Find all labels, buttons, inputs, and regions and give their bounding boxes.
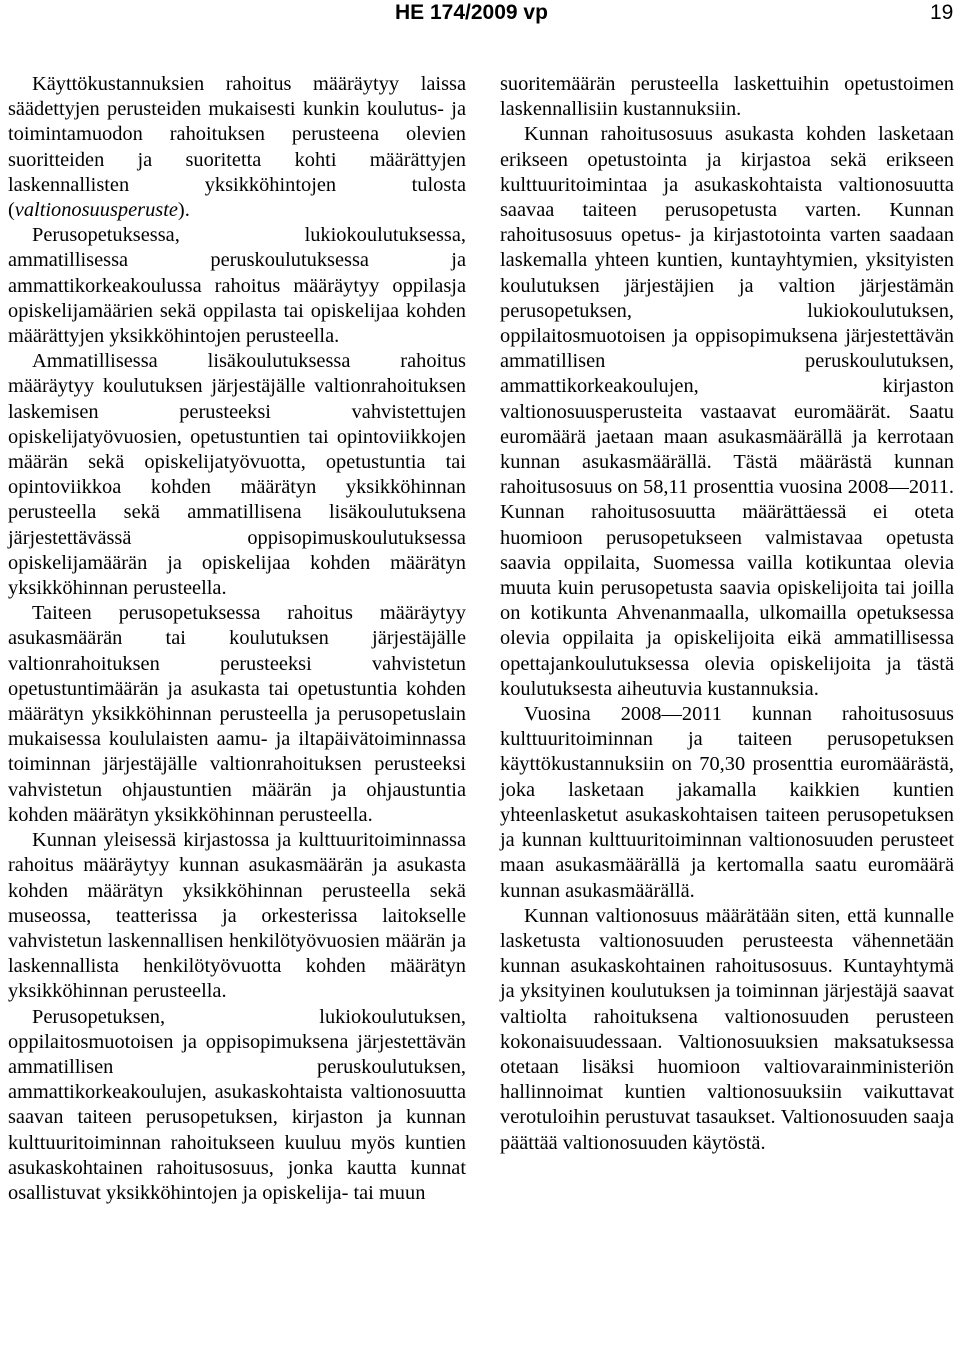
document-id: HE 174/2009 vp (395, 1, 548, 24)
paragraph: Vuosina 2008—2011 kunnan rahoitusosuus kulttuuritoiminnan ja taiteen perusopetuksen käyttökustannuksiin on 70,30 prosenttia euromäärästä, joka lasketaan jakamalla kaikkien kuntien yhteenlasketut asukaskohtaisen taiteen perusopetuksen ja kunnan kulttuuritoiminnan valtionosuuden perusteet maan asukasmäärällä ja kertomalla saatu euromäärä kunnan asukasmäärällä. (500, 703, 954, 902)
right-column (500, 72, 954, 1156)
page-header (0, 0, 960, 30)
paragraph: Kunnan rahoitusosuus asukasta kohden lasketaan erikseen opetustointa ja kirjastoa sekä erikseen kulttuuritoimintaa ja asukaskohtaista valtionosuutta saavaa taiteen perusopetusta varten. Kunnan rahoitusosuus opetus- ja kirjastotointa varten saadaan laskemalla yhteen kuntien, kuntayhtymien, yksityisten koulutuksen järjestäjien ja valtion järjestämän perusopetuksen, lukiokoulutuksen, oppilaitosmuotoisen ja oppisopimuksena järjestettävän ammatillisen peruskoulutuksen, ammattikorkeakoulujen, kirjaston valtionosuusperusteita vastaavat euromäärät. Saatu euromäärä jaetaan maan asukasmäärällä ja kerrotaan kunnan asukasmäärällä. Tästä määrästä kunnan rahoitusosuus on 58,11 prosenttia vuosina 2008—2011. Kunnan rahoitusosuutta määrättäessä ei oteta huomioon perusopetukseen valmistavaa opetusta saavia oppilaita, Suomessa vailla kotikuntaa olevia muuta kuin perusopetusta saavia opiskelijoita tai joilla on kotikunta Ahvenanmaalla, ulkomailla opetuksessa olevia oppilaita ja opiskelijoita eikä ammatillisessa opettajankoulutuksessa olevia opiskelijoita ja tästä koulutuksesta aiheutuvia kustannuksia. (500, 123, 954, 700)
italic-term: valtionosuusperuste (14, 199, 178, 222)
paragraph: Perusopetuksen, lukiokoulutuksen, oppilaitosmuotoisen ja oppisopimuksena järjestettävän ammatillisen peruskoulutuksen, ammattikorkeakoulujen, asukaskohtaista valtionosuutta saavan taiteen perusopetuksen, kirjaston ja kunnan kulttuuritoiminnan rahoitukseen kuuluu myös kuntien asukaskohtainen rahoitusosuus, jonka kautta kunnat osallistuvat yksikköhintojen ja opiskelija- tai muun (8, 1005, 466, 1204)
paragraph: Ammatillisessa lisäkoulutuksessa rahoitus määräytyy koulutuksen järjestäjälle valtionrahoituksen laskemisen perusteeksi vahvistettujen opiskelijatyövuosien, opetustuntien tai opintoviikkojen määrän sekä opiskelijatyövuotta, opetustuntia tai opintoviikkoa kohden määrätyn yksikköhinnan perusteella sekä ammatillisena lisäkoulutuksena järjestettävässä oppisopimuskoulutuksessa opiskelijamäärän ja opiskelijaa kohden määrätyn yksikköhinnan perusteella. (8, 350, 466, 600)
paragraph: Perusopetuksessa, lukiokoulutuksessa, ammatillisessa peruskoulutuksessa ja ammattikorkeakoulussa rahoitus määräytyy oppilasja opiskelijamäärien sekä oppilasta tai opiskelijaa kohden määrättyjen yksikköhintojen perusteella. (8, 224, 466, 348)
page-number: 19 (930, 1, 954, 24)
paragraph: Kunnan yleisessä kirjastossa ja kulttuuritoiminnassa rahoitus määräytyy kunnan asukasmäärän ja asukasta kohden määrätyn yksikköhinnan perusteella sekä museossa, teatterissa ja orkesterissa laitokselle vahvistetun laskennallisen henkilötyövuosien määrän ja laskennallista henkilötyövuotta kohden määrätyn yksikköhinnan perusteella. (8, 829, 466, 1003)
left-column (8, 72, 466, 1206)
paragraph: Kunnan valtionosuus määrätään siten, että kunnalle lasketusta valtionosuuden perusteesta vähennetään kunnan asukaskohtainen rahoitusosuus. Kuntayhtymä ja yksityinen koulutuksen ja toiminnan järjestäjä saavat valtiolta rahoituksena valtionosuuden perusteen kokonaisuudessaan. Valtionosuuksien maksatuksessa otetaan lisäksi huomioon valtiovarainministeriön hallinnoimat kuntien valtionosuuksiin vaikuttavat verotuloihin perustuvat tasaukset. Valtionosuuden saaja päättää valtionosuuden käytöstä. (500, 904, 954, 1154)
paragraph: Taiteen perusopetuksessa rahoitus määräytyy asukasmäärän tai koulutuksen järjestäjälle valtionrahoituksen perusteeksi vahvistetun opetustuntimäärän ja asukasta tai opetustuntia kohden määrätyn yksikköhinnan perusteella ja perusopetuslain mukaisessa koululaisten aamu- ja iltapäivätoiminnassa toiminnan järjestäjälle valtionrahoituksen perusteeksi vahvistetun ohjaustuntien määrän ja ohjaustuntia kohden määrätyn yksikköhinnan perusteella. (8, 602, 466, 826)
paragraph: suoritemäärän perusteella laskettuihin opetustoimen laskennallisiin kustannuksiin. (500, 73, 954, 121)
paragraph: Käyttökustannuksien rahoitus määräytyy laissa säädettyjen perusteiden mukaisesti kunkin koulutus- ja toimintamuodon rahoituksen perusteena olevien suoritteiden ja suoritetta kohti määrättyjen laskennallisten yksikköhintojen tulosta (valtionosuusperuste). (8, 73, 466, 222)
